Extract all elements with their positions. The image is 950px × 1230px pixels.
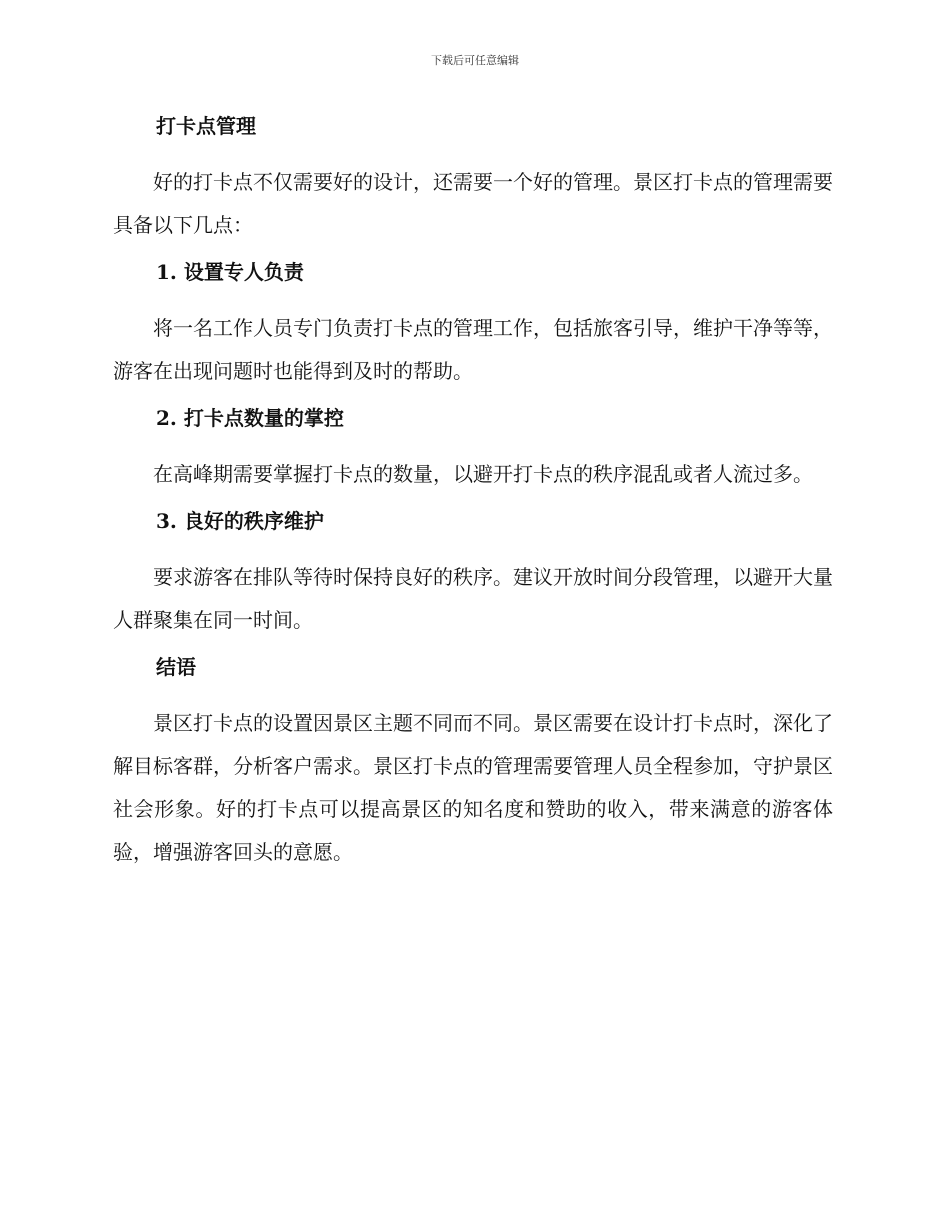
conclusion-heading: 结语 (156, 655, 196, 679)
item-1-heading: 1. 设置专人负责 (156, 260, 304, 284)
intro-paragraph: 好的打卡点不仅需要好的设计，还需要一个好的管理。景区打卡点的管理需要具备以下几点： (113, 170, 833, 237)
item-3-paragraph: 要求游客在排队等待时保持良好的秩序。建议开放时间分段管理，以避开大量人群聚集在同一时间。 (113, 565, 833, 632)
section-title: 打卡点管理 (156, 114, 256, 138)
item-1-paragraph: 将一名工作人员专门负责打卡点的管理工作，包括旅客引导，维护干净等等，游客在出现问题时也能得到及时的帮助。 (113, 316, 833, 383)
item-2-heading: 2. 打卡点数量的掌控 (156, 406, 344, 430)
conclusion-paragraph: 景区打卡点的设置因景区主题不同而不同。景区需要在设计打卡点时，深化了解目标客群，分析客户需求。景区打卡点的管理需要管理人员全程参加，守护景区社会形象。好的打卡点可以提高景区的知名度和赞助的收入，带来满意的游客体验，增强游客回头的意愿。 (113, 711, 833, 864)
item-3-heading: 3. 良好的秩序维护 (156, 509, 324, 533)
document-body (113, 110, 833, 883)
running-header: 下载后可任意编辑 (431, 54, 519, 67)
item-2-paragraph: 在高峰期需要掌握打卡点的数量，以避开打卡点的秩序混乱或者人流过多。 (153, 462, 813, 486)
